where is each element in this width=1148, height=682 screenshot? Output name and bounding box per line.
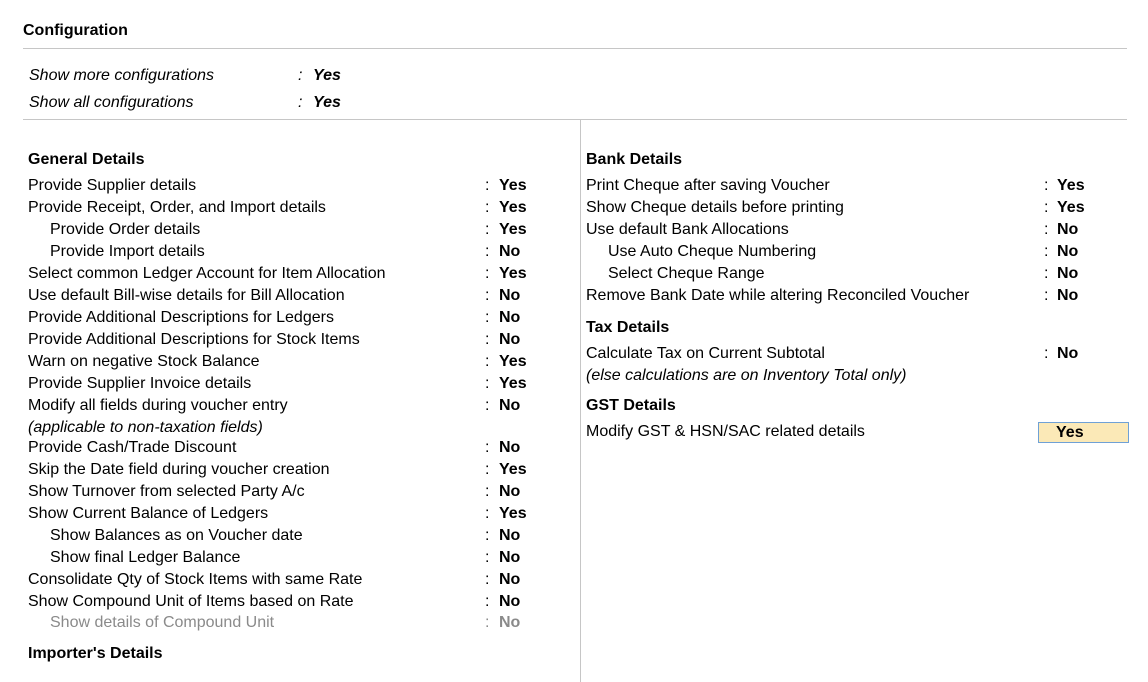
config-row[interactable] — [0, 285, 1148, 307]
config-value[interactable]: No — [1057, 287, 1079, 304]
colon: : — [485, 549, 490, 566]
config-value[interactable]: Yes — [499, 177, 527, 194]
config-row[interactable] — [0, 612, 1148, 634]
option-show-more-configurations[interactable] — [0, 65, 600, 87]
colon: : — [485, 483, 490, 500]
config-value[interactable]: Yes — [499, 353, 527, 370]
config-label: Select Cheque Range — [608, 265, 765, 282]
colon: : — [485, 199, 490, 216]
config-label: Modify GST & HSN/SAC related details — [586, 423, 865, 440]
colon: : — [1044, 287, 1049, 304]
config-label: Provide Receipt, Order, and Import details — [28, 199, 326, 216]
config-value[interactable]: Yes — [499, 199, 527, 216]
config-row[interactable] — [0, 459, 1148, 481]
colon: : — [485, 265, 490, 282]
colon: : — [485, 505, 490, 522]
config-row[interactable] — [0, 219, 1148, 241]
config-label: Provide Cash/Trade Discount — [28, 439, 237, 456]
config-label: Remove Bank Date while altering Reconciled Voucher — [586, 287, 970, 304]
colon: : — [485, 571, 490, 588]
config-label: Provide Supplier details — [28, 177, 197, 194]
colon: : — [485, 375, 490, 392]
config-value[interactable]: Yes — [499, 375, 527, 392]
config-row[interactable] — [0, 175, 1148, 197]
config-label: Consolidate Qty of Stock Items with same Rate — [28, 571, 363, 588]
colon: : — [1044, 177, 1049, 194]
colon: : — [298, 94, 303, 111]
tax-calculation-note: (else calculations are on Inventory Total only) — [586, 367, 907, 384]
config-value[interactable]: Yes — [499, 461, 527, 478]
config-row[interactable] — [0, 503, 1148, 525]
config-label: Show details of Compound Unit — [50, 614, 275, 631]
colon: : — [298, 67, 303, 84]
config-label: Show Compound Unit of Items based on Rate — [28, 593, 354, 610]
divider-middle — [23, 119, 1127, 120]
config-value[interactable]: No — [499, 287, 521, 304]
config-label: Calculate Tax on Current Subtotal — [586, 345, 825, 362]
config-value[interactable]: No — [1057, 265, 1079, 282]
divider-top — [23, 48, 1127, 49]
config-value[interactable]: No — [499, 309, 521, 326]
section-general-details: General Details — [28, 151, 145, 168]
colon: : — [485, 527, 490, 544]
config-row[interactable] — [0, 373, 1148, 395]
config-label: Provide Additional Descriptions for Ledgers — [28, 309, 334, 326]
config-value-selected[interactable]: Yes — [1038, 422, 1129, 443]
config-label: Select common Ledger Account for Item Allocation — [28, 265, 386, 282]
config-row[interactable] — [0, 547, 1148, 569]
modify-fields-note: (applicable to non-taxation fields) — [28, 419, 263, 436]
config-label: Provide Supplier Invoice details — [28, 375, 252, 392]
config-value[interactable]: No — [1057, 221, 1079, 238]
config-row[interactable] — [0, 481, 1148, 503]
section-bank-details: Bank Details — [586, 151, 683, 168]
config-label: Provide Additional Descriptions for Stock Items — [28, 331, 360, 348]
config-row[interactable] — [0, 343, 1148, 365]
config-label: Show final Ledger Balance — [50, 549, 241, 566]
colon: : — [1044, 265, 1049, 282]
config-value[interactable]: No — [499, 549, 521, 566]
config-row[interactable] — [0, 395, 1148, 417]
config-label: Show Cheque details before printing — [586, 199, 844, 216]
option-value[interactable]: Yes — [313, 67, 341, 84]
config-value[interactable]: No — [499, 527, 521, 544]
config-row[interactable] — [0, 421, 1148, 443]
config-value[interactable]: No — [499, 331, 521, 348]
option-show-all-configurations[interactable] — [0, 92, 600, 114]
config-label: Use default Bank Allocations — [586, 221, 789, 238]
config-row[interactable] — [0, 241, 1148, 263]
colon: : — [485, 177, 490, 194]
config-value[interactable]: No — [499, 614, 521, 631]
config-label: Warn on negative Stock Balance — [28, 353, 260, 370]
page-title: Configuration — [23, 22, 128, 39]
config-value[interactable]: Yes — [1057, 199, 1085, 216]
colon: : — [485, 243, 490, 260]
config-value[interactable]: Yes — [499, 505, 527, 522]
config-value[interactable]: Yes — [499, 265, 527, 282]
config-label: Show Turnover from selected Party A/c — [28, 483, 305, 500]
section-importers-details: Importer's Details — [28, 645, 163, 662]
colon: : — [485, 397, 490, 414]
colon: : — [485, 309, 490, 326]
config-value[interactable]: Yes — [499, 221, 527, 238]
config-row[interactable] — [0, 263, 1148, 285]
colon: : — [485, 593, 490, 610]
config-label: Provide Import details — [50, 243, 205, 260]
config-value[interactable]: No — [499, 397, 521, 414]
config-row[interactable] — [0, 525, 1148, 547]
colon: : — [485, 331, 490, 348]
option-label: Show all configurations — [29, 94, 194, 111]
colon: : — [1044, 199, 1049, 216]
config-value[interactable]: No — [499, 483, 521, 500]
config-value[interactable]: No — [499, 243, 521, 260]
config-row[interactable] — [0, 197, 1148, 219]
config-label: Show Balances as on Voucher date — [50, 527, 303, 544]
config-label: Show Current Balance of Ledgers — [28, 505, 269, 522]
colon: : — [1044, 345, 1049, 362]
config-label: Modify all fields during voucher entry — [28, 397, 288, 414]
colon: : — [485, 221, 490, 238]
config-row[interactable] — [0, 307, 1148, 329]
config-label: Print Cheque after saving Voucher — [586, 177, 830, 194]
colon: : — [485, 287, 490, 304]
colon: : — [485, 461, 490, 478]
config-label: Use default Bill-wise details for Bill Allocation — [28, 287, 345, 304]
config-row[interactable] — [0, 569, 1148, 591]
section-gst-details: GST Details — [586, 397, 676, 414]
config-value[interactable]: No — [1057, 345, 1079, 362]
config-row[interactable] — [0, 591, 1148, 613]
config-label: Use Auto Cheque Numbering — [608, 243, 817, 260]
option-value[interactable]: Yes — [313, 94, 341, 111]
config-label: Skip the Date field during voucher creation — [28, 461, 330, 478]
colon: : — [485, 439, 490, 456]
colon: : — [1044, 243, 1049, 260]
config-value[interactable]: Yes — [1057, 177, 1085, 194]
colon: : — [485, 353, 490, 370]
config-value[interactable]: No — [499, 593, 521, 610]
config-value[interactable]: No — [1057, 243, 1079, 260]
config-label: Provide Order details — [50, 221, 201, 238]
colon: : — [485, 614, 490, 631]
config-value[interactable]: No — [499, 571, 521, 588]
section-tax-details: Tax Details — [586, 319, 670, 336]
config-value[interactable]: No — [499, 439, 521, 456]
colon: : — [1044, 221, 1049, 238]
option-label: Show more configurations — [29, 67, 214, 84]
